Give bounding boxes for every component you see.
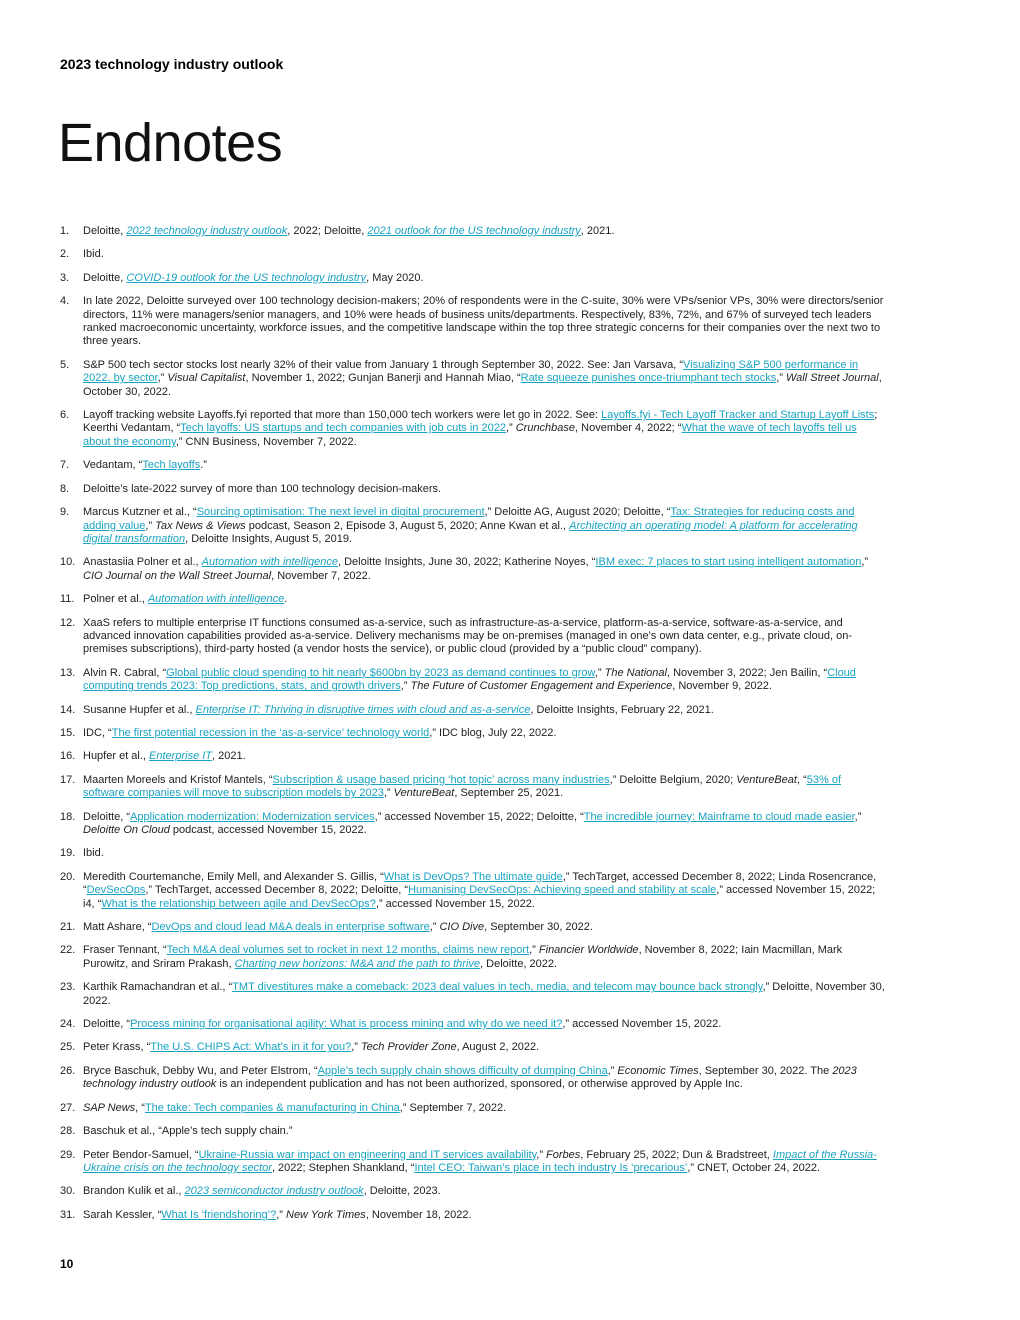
citation-text: , Deloitte Insights, February 22, 2021. bbox=[530, 703, 714, 716]
citation-link[interactable]: Tech layoffs bbox=[142, 459, 201, 472]
citation-link[interactable]: The first potential recession in the ‘as-a-service’ technology world bbox=[111, 726, 430, 739]
endnote-text bbox=[83, 667, 885, 694]
citation-text: , Deloitte, 2023. bbox=[363, 1185, 441, 1198]
citation-text: ,” bbox=[429, 921, 440, 934]
citation-text: ,” bbox=[536, 1148, 547, 1161]
citation-text: Brandon Kulik et al., bbox=[83, 1185, 185, 1198]
endnote-item bbox=[60, 1018, 885, 1031]
citation-text: Ibid. bbox=[83, 248, 104, 261]
endnote-text bbox=[83, 921, 885, 934]
endnote-number: 24. bbox=[60, 1018, 76, 1031]
citation-text: , February 25, 2022; Dun & Bradstreet, bbox=[580, 1148, 773, 1161]
endnote-number: 20. bbox=[60, 870, 76, 883]
citation-text: , 2022; Stephen Shankland, “ bbox=[271, 1161, 415, 1174]
endnote-item bbox=[60, 225, 885, 238]
publication-name: SAP News bbox=[83, 1101, 136, 1114]
citation-text: Deloitte’s late-2022 survey of more than 100 technology decision-makers. bbox=[83, 482, 442, 495]
citation-text: Layoff tracking website Layoffs.fyi reported that more than 150,000 tech workers were let go in 2022. See: bbox=[83, 409, 602, 422]
endnotes-list bbox=[60, 225, 885, 1232]
citation-link[interactable]: The incredible journey: Mainframe to cloud made easier bbox=[583, 810, 855, 823]
citation-text: Hupfer et al., bbox=[83, 750, 150, 763]
citation-text: ,” bbox=[276, 1208, 286, 1221]
citation-text: Polner et al., bbox=[83, 593, 148, 606]
citation-text: Peter Bendor-Samuel, “ bbox=[83, 1148, 199, 1161]
citation-text: ,” accessed November 15, 2022; Deloitte, “ bbox=[374, 810, 584, 823]
endnote-text bbox=[83, 1102, 885, 1115]
endnote-number: 9. bbox=[60, 506, 70, 519]
endnote-text bbox=[83, 506, 885, 546]
endnote-item bbox=[60, 667, 885, 694]
endnote-number: 8. bbox=[60, 482, 70, 495]
citation-text: ,” bbox=[854, 810, 862, 823]
citation-link[interactable]: Cloud computing trends 2023: Top predictions, stats, and growth drivers bbox=[83, 666, 856, 693]
endnote-number: 27. bbox=[60, 1101, 76, 1114]
endnote-item bbox=[60, 1125, 885, 1138]
endnote-number: 15. bbox=[60, 726, 76, 739]
citation-link[interactable]: Tech layoffs: US startups and tech companies with job cuts in 2022 bbox=[180, 422, 506, 435]
endnote-item bbox=[60, 272, 885, 285]
citation-text: Baschuk et al., “Apple’s tech supply chain.” bbox=[83, 1125, 293, 1138]
citation-text: ,” accessed November 15, 2022; i4, “ bbox=[83, 884, 876, 910]
citation-text: Peter Krass, “ bbox=[83, 1041, 151, 1054]
citation-link[interactable]: Enterprise IT: Thriving in disruptive times with cloud and as-a-service bbox=[195, 703, 531, 716]
citation-link[interactable]: Process mining for organisational agility: What is process mining and why do we need it? bbox=[130, 1018, 563, 1031]
endnote-text bbox=[83, 1209, 885, 1222]
citation-link[interactable]: Subscription & usage based pricing ‘hot topic’ across many industries bbox=[272, 773, 610, 786]
citation-link[interactable]: Intel CEO: Taiwan’s place in tech industry Is ‘precarious’ bbox=[414, 1161, 688, 1174]
citation-text: ,” bbox=[607, 1064, 618, 1077]
citation-text: Sarah Kessler, “ bbox=[83, 1208, 162, 1221]
citation-link[interactable]: What is DevOps? The ultimate guide bbox=[383, 870, 563, 883]
endnote-number: 17. bbox=[60, 773, 76, 786]
endnote-number: 3. bbox=[60, 271, 70, 284]
citation-link[interactable]: The U.S. CHIPS Act: What’s in it for you? bbox=[150, 1041, 352, 1054]
endnote-number: 31. bbox=[60, 1208, 76, 1221]
citation-text: , November 9, 2022. bbox=[672, 680, 772, 693]
citation-link[interactable]: 53% of software companies will move to subscription models by 2023 bbox=[83, 773, 841, 800]
citation-text: , November 4, 2022; “ bbox=[575, 422, 682, 435]
citation-text: ,” TechTarget, accessed December 8, 2022; Deloitte, “ bbox=[145, 884, 409, 897]
citation-text: , 2021. bbox=[212, 750, 246, 763]
citation-link[interactable]: TMT divestitures make a comeback: 2023 deal values in tech, media, and telecom may bounce back strongly bbox=[232, 981, 763, 994]
endnote-number: 2. bbox=[60, 248, 70, 261]
citation-link[interactable]: Application modernization: Modernization services bbox=[130, 810, 375, 823]
endnote-item bbox=[60, 847, 885, 860]
citation-text: , September 30, 2022. The bbox=[698, 1064, 833, 1077]
citation-text: , May 2020. bbox=[366, 271, 424, 284]
endnote-item bbox=[60, 1209, 885, 1222]
citation-link[interactable]: 2023 semiconductor industry outlook bbox=[184, 1185, 364, 1198]
citation-text: Matt Ashare, “ bbox=[83, 921, 152, 934]
endnote-number: 25. bbox=[60, 1041, 76, 1054]
citation-text: , November 18, 2022. bbox=[365, 1208, 472, 1221]
endnote-number: 22. bbox=[60, 944, 76, 957]
citation-link[interactable]: 2021 outlook for the US technology industry bbox=[367, 225, 581, 237]
endnote-item bbox=[60, 981, 885, 1008]
citation-link[interactable]: Charting new horizons: M&A and the path to thrive bbox=[234, 957, 481, 970]
endnote-item bbox=[60, 295, 885, 349]
publication-name: Visual Capitalist bbox=[167, 372, 246, 385]
citation-link[interactable]: What the wave of tech layoffs tell us about the economy bbox=[83, 422, 857, 448]
citation-text: , September 25, 2021. bbox=[454, 787, 564, 800]
citation-text: Deloitte, “ bbox=[83, 810, 131, 823]
document-header: 2023 technology industry outlook bbox=[60, 56, 284, 72]
citation-text: ,” bbox=[400, 680, 411, 693]
citation-text: . bbox=[284, 593, 288, 606]
citation-text: Susanne Hupfer et al., bbox=[83, 703, 196, 716]
citation-text: ,” bbox=[776, 372, 786, 385]
endnote-item bbox=[60, 1041, 885, 1054]
endnote-item bbox=[60, 359, 885, 399]
publication-name: Financier Worldwide bbox=[538, 944, 639, 957]
citation-text: Bryce Baschuk, Debby Wu, and Peter Elstrom, “ bbox=[83, 1064, 318, 1077]
endnote-text bbox=[83, 704, 885, 717]
endnote-text bbox=[83, 750, 885, 763]
endnote-text bbox=[83, 359, 885, 399]
endnote-item bbox=[60, 459, 885, 472]
citation-text: is an independent publication and has not been authorized, sponsored, or otherwise approved by Apple Inc. bbox=[216, 1078, 743, 1091]
citation-text: ,” bbox=[157, 372, 168, 385]
citation-text: ,” IDC blog, July 22, 2022. bbox=[429, 726, 557, 739]
endnote-text bbox=[83, 556, 885, 583]
endnote-number: 11. bbox=[60, 593, 75, 606]
publication-name: Economic Times bbox=[617, 1064, 699, 1077]
citation-text: , August 2, 2022. bbox=[456, 1041, 540, 1054]
citation-link[interactable]: Enterprise IT bbox=[149, 750, 213, 763]
endnote-text bbox=[83, 1125, 885, 1138]
citation-text: Fraser Tennant, “ bbox=[83, 944, 167, 957]
citation-text: Ibid. bbox=[83, 847, 104, 860]
citation-text: Meredith Courtemanche, Emily Mell, and Alexander S. Gillis, “ bbox=[83, 870, 384, 883]
endnote-number: 5. bbox=[60, 358, 70, 371]
citation-text: , Deloitte, 2022. bbox=[480, 957, 558, 970]
endnote-item bbox=[60, 774, 885, 801]
endnote-item bbox=[60, 617, 885, 657]
citation-text: ,” bbox=[351, 1041, 361, 1054]
citation-link[interactable]: Tech M&A deal volumes set to rocket in next 12 months, claims new report bbox=[166, 944, 530, 957]
endnote-number: 16. bbox=[60, 750, 76, 763]
endnote-text bbox=[83, 459, 885, 472]
citation-text: ,” Deloitte AG, August 2020; Deloitte, “ bbox=[484, 506, 671, 519]
citation-link[interactable]: What is the relationship between agile and DevSecOps? bbox=[101, 897, 376, 910]
endnote-number: 14. bbox=[60, 703, 76, 716]
endnote-item bbox=[60, 1102, 885, 1115]
endnote-text bbox=[83, 593, 885, 606]
citation-text: , “ bbox=[135, 1101, 145, 1114]
citation-text: Maarten Moreels and Kristof Mantels, “ bbox=[83, 773, 273, 786]
citation-link[interactable]: Automation with intelligence bbox=[201, 556, 338, 569]
citation-link[interactable]: What Is ‘friendshoring’? bbox=[161, 1208, 277, 1221]
citation-text: podcast, Season 2, Episode 3, August 5, 2020; Anne Kwan et al., bbox=[245, 519, 570, 532]
citation-text: In late 2022, Deloitte surveyed over 100 technology decision-makers; 20% of respondents were in the C-suite, 30% were VPs/senior VPs, 30% were directors/senior directors, 11% were managers/senior managers, and 10% were heads of business units/departments. Respectively, 83%, 72%, and 67% of surveyed tech leaders ranked macroeconomic uncertainty, workforce issues, and the competitive landscape within the top three strategic concerns for their companies over the next two to three years. bbox=[83, 295, 884, 348]
endnote-number: 18. bbox=[60, 810, 76, 823]
citation-text: , 2021. bbox=[580, 225, 615, 237]
citation-text: , November 3, 2022; Jen Bailin, “ bbox=[666, 666, 828, 679]
citation-text: Deloitte, bbox=[83, 225, 127, 237]
citation-link[interactable]: Humanising DevSecOps: Achieving speed and stability at scale bbox=[408, 884, 717, 897]
citation-text: ,” CNN Business, November 7, 2022. bbox=[175, 435, 357, 448]
citation-text: Vedantam, “ bbox=[83, 459, 143, 472]
page-title: Endnotes bbox=[58, 113, 283, 173]
endnote-text bbox=[83, 1018, 885, 1031]
publication-name: VentureBeat bbox=[393, 787, 455, 800]
citation-text: ,” accessed November 15, 2022. bbox=[562, 1018, 722, 1031]
citation-text: , Deloitte Insights, August 5, 2019. bbox=[185, 532, 353, 545]
endnote-text bbox=[83, 617, 885, 657]
citation-link[interactable]: Architecting an operating model: A platform for accelerating digital transformation bbox=[83, 519, 858, 545]
citation-text: Marcus Kutzner et al., “ bbox=[83, 506, 197, 519]
citation-text: ,” bbox=[145, 519, 156, 532]
endnote-item bbox=[60, 556, 885, 583]
citation-text: S&P 500 tech sector stocks lost nearly 32% of their value from January 1 through September 30, 2022. See: Jan Varsava, “ bbox=[83, 358, 684, 371]
citation-text: , September 30, 2022. bbox=[484, 921, 593, 934]
publication-name: Crunchbase bbox=[515, 422, 576, 435]
endnote-number: 29. bbox=[60, 1148, 76, 1161]
citation-text: ,” CNET, October 24, 2022. bbox=[687, 1161, 820, 1174]
endnote-item bbox=[60, 1149, 885, 1176]
citation-link[interactable]: Impact of the Russia-Ukraine crisis on the technology sector bbox=[83, 1148, 877, 1174]
citation-text: Deloitte, bbox=[83, 271, 127, 284]
endnote-item bbox=[60, 944, 885, 971]
citation-text: , November 8, 2022; Iain Macmillan, Mark Purowitz, and Sriram Prakash, bbox=[83, 944, 843, 970]
endnote-number: 4. bbox=[60, 295, 70, 308]
citation-link[interactable]: 2022 technology industry outlook bbox=[126, 225, 288, 237]
citation-text: Anastasiia Polner et al., bbox=[83, 556, 202, 569]
citation-link[interactable]: Tax: Strategies for reducing costs and adding value bbox=[83, 506, 855, 532]
endnote-text bbox=[83, 774, 885, 801]
endnote-text bbox=[83, 1065, 885, 1092]
publication-name: The National bbox=[604, 666, 667, 679]
endnote-item bbox=[60, 593, 885, 606]
citation-text: ; Keerthi Vedantam, “ bbox=[83, 409, 878, 435]
citation-text: ,” TechTarget, accessed December 8, 2022; Linda Rosencrance, “ bbox=[83, 870, 877, 897]
citation-link[interactable]: Visualizing S&P 500 performance in 2022, by sector bbox=[83, 358, 859, 385]
endnote-number: 6. bbox=[60, 409, 70, 422]
endnote-item bbox=[60, 921, 885, 934]
citation-link[interactable]: IBM exec: 7 places to start using intelligent automation bbox=[595, 556, 862, 569]
publication-name: New York Times bbox=[286, 1208, 366, 1221]
citation-text: .” bbox=[200, 459, 207, 472]
endnote-text bbox=[83, 981, 885, 1008]
endnote-number: 13. bbox=[60, 666, 76, 679]
citation-text: ,” September 7, 2022. bbox=[399, 1101, 507, 1114]
citation-link[interactable]: Sourcing optimisation: The next level in digital procurement bbox=[196, 506, 485, 519]
page-number: 10 bbox=[60, 1257, 74, 1271]
endnote-number: 21. bbox=[60, 921, 76, 934]
citation-link[interactable]: Rate squeeze punishes once-triumphant tech stocks bbox=[520, 372, 777, 385]
publication-name: Deloitte On Cloud bbox=[83, 824, 170, 836]
citation-text: Alvin R. Cabral, “ bbox=[83, 666, 167, 679]
citation-text: , “ bbox=[796, 773, 807, 786]
citation-link[interactable]: The take: Tech companies & manufacturing in China bbox=[144, 1101, 400, 1114]
citation-text: , October 30, 2022. bbox=[83, 372, 882, 398]
citation-text: podcast, accessed November 15, 2022. bbox=[169, 824, 367, 836]
citation-text: ,” Deloitte Belgium, 2020; bbox=[609, 773, 737, 786]
publication-name: Wall Street Journal bbox=[786, 372, 879, 385]
citation-link[interactable]: Layoffs.fyi - Tech Layoff Tracker and Startup Layoff Lists bbox=[601, 409, 875, 422]
publication-name: 2023 technology industry outlook bbox=[83, 1064, 857, 1091]
citation-link[interactable]: DevSecOps bbox=[86, 884, 146, 897]
endnote-item bbox=[60, 871, 885, 911]
citation-text: ,” bbox=[383, 787, 394, 800]
citation-text: , Deloitte Insights, June 30, 2022; Katherine Noyes, “ bbox=[337, 556, 596, 569]
publication-name: The Future of Customer Engagement and Experience bbox=[410, 680, 673, 693]
citation-text: , November 1, 2022; Gunjan Banerji and Hannah Miao, “ bbox=[245, 372, 521, 385]
endnote-item bbox=[60, 1065, 885, 1092]
citation-link[interactable]: Global public cloud spending to hit nearly $600bn by 2023 as demand continues to grow bbox=[166, 666, 595, 679]
citation-text: , 2022; Deloitte, bbox=[287, 225, 368, 237]
endnote-text bbox=[83, 272, 885, 285]
citation-link[interactable]: Automation with intelligence bbox=[147, 593, 285, 606]
publication-name: Forbes bbox=[546, 1148, 581, 1161]
endnote-number: 28. bbox=[60, 1125, 76, 1138]
endnote-text bbox=[83, 225, 885, 238]
endnote-item bbox=[60, 727, 885, 740]
citation-text: IDC, “ bbox=[83, 726, 112, 739]
citation-text: XaaS refers to multiple enterprise IT functions consumed as-a-service, such as infrastructure-as-a-service, platform-as-a-service, software-as-a-service, and advanced innovation capabilities provided as-a-service. Delivery mechanisms may be on-premises (managed in one’s own data center, e.g., private cloud, on-premises subscriptions), third-party hosted (a vendor hosts the service), or public cloud (provided by a “public cloud” company). bbox=[83, 616, 852, 656]
citation-text: ,” bbox=[861, 556, 869, 569]
endnote-item bbox=[60, 248, 885, 261]
endnote-item bbox=[60, 811, 885, 838]
endnote-number: 23. bbox=[60, 981, 76, 994]
citation-text: Karthik Ramachandran et al., “ bbox=[83, 981, 233, 994]
endnote-item bbox=[60, 483, 885, 496]
citation-text: Deloitte, “ bbox=[83, 1018, 131, 1031]
endnote-text bbox=[83, 248, 885, 261]
endnote-text bbox=[83, 871, 885, 911]
endnote-text bbox=[83, 1149, 885, 1176]
citation-text: ,” bbox=[594, 666, 605, 679]
endnote-text bbox=[83, 483, 885, 496]
publication-name: VentureBeat bbox=[736, 773, 797, 786]
publication-name: CIO Journal on the Wall Street Journal bbox=[83, 569, 272, 582]
citation-link[interactable]: Apple’s tech supply chain shows difficulty of dumping China bbox=[317, 1064, 608, 1077]
endnote-number: 1. bbox=[60, 225, 70, 237]
publication-name: Tax News & Views bbox=[155, 519, 246, 532]
endnote-text bbox=[83, 847, 885, 860]
endnote-text bbox=[83, 295, 885, 349]
endnote-item bbox=[60, 750, 885, 763]
endnote-text bbox=[83, 944, 885, 971]
endnote-text bbox=[83, 811, 885, 838]
endnote-text bbox=[83, 727, 885, 740]
endnote-number: 7. bbox=[60, 459, 70, 472]
citation-text: ,” accessed November 15, 2022. bbox=[375, 897, 535, 910]
citation-text: ,” Deloitte, November 30, 2022. bbox=[83, 981, 885, 1007]
endnote-item bbox=[60, 704, 885, 717]
publication-name: Tech Provider Zone bbox=[360, 1041, 457, 1054]
endnote-item bbox=[60, 506, 885, 546]
endnote-number: 10. bbox=[60, 556, 76, 569]
endnote-number: 12. bbox=[60, 616, 76, 629]
citation-link[interactable]: Ukraine-Russia war impact on engineering and IT services availability bbox=[198, 1148, 537, 1161]
citation-text: , November 7, 2022. bbox=[271, 569, 371, 582]
citation-text: ,” bbox=[505, 422, 516, 435]
endnote-number: 19. bbox=[60, 847, 76, 860]
endnote-number: 26. bbox=[60, 1064, 76, 1077]
citation-text: ,” bbox=[529, 944, 539, 957]
endnote-text bbox=[83, 1041, 885, 1054]
citation-link[interactable]: COVID-19 outlook for the US technology industry bbox=[126, 271, 367, 284]
endnote-text bbox=[83, 1185, 885, 1198]
endnote-item bbox=[60, 409, 885, 449]
publication-name: CIO Dive bbox=[439, 921, 485, 934]
endnote-item bbox=[60, 1185, 885, 1198]
endnote-text bbox=[83, 409, 885, 449]
citation-link[interactable]: DevOps and cloud lead M&A deals in enterprise software bbox=[151, 921, 430, 934]
endnote-number: 30. bbox=[60, 1185, 76, 1198]
